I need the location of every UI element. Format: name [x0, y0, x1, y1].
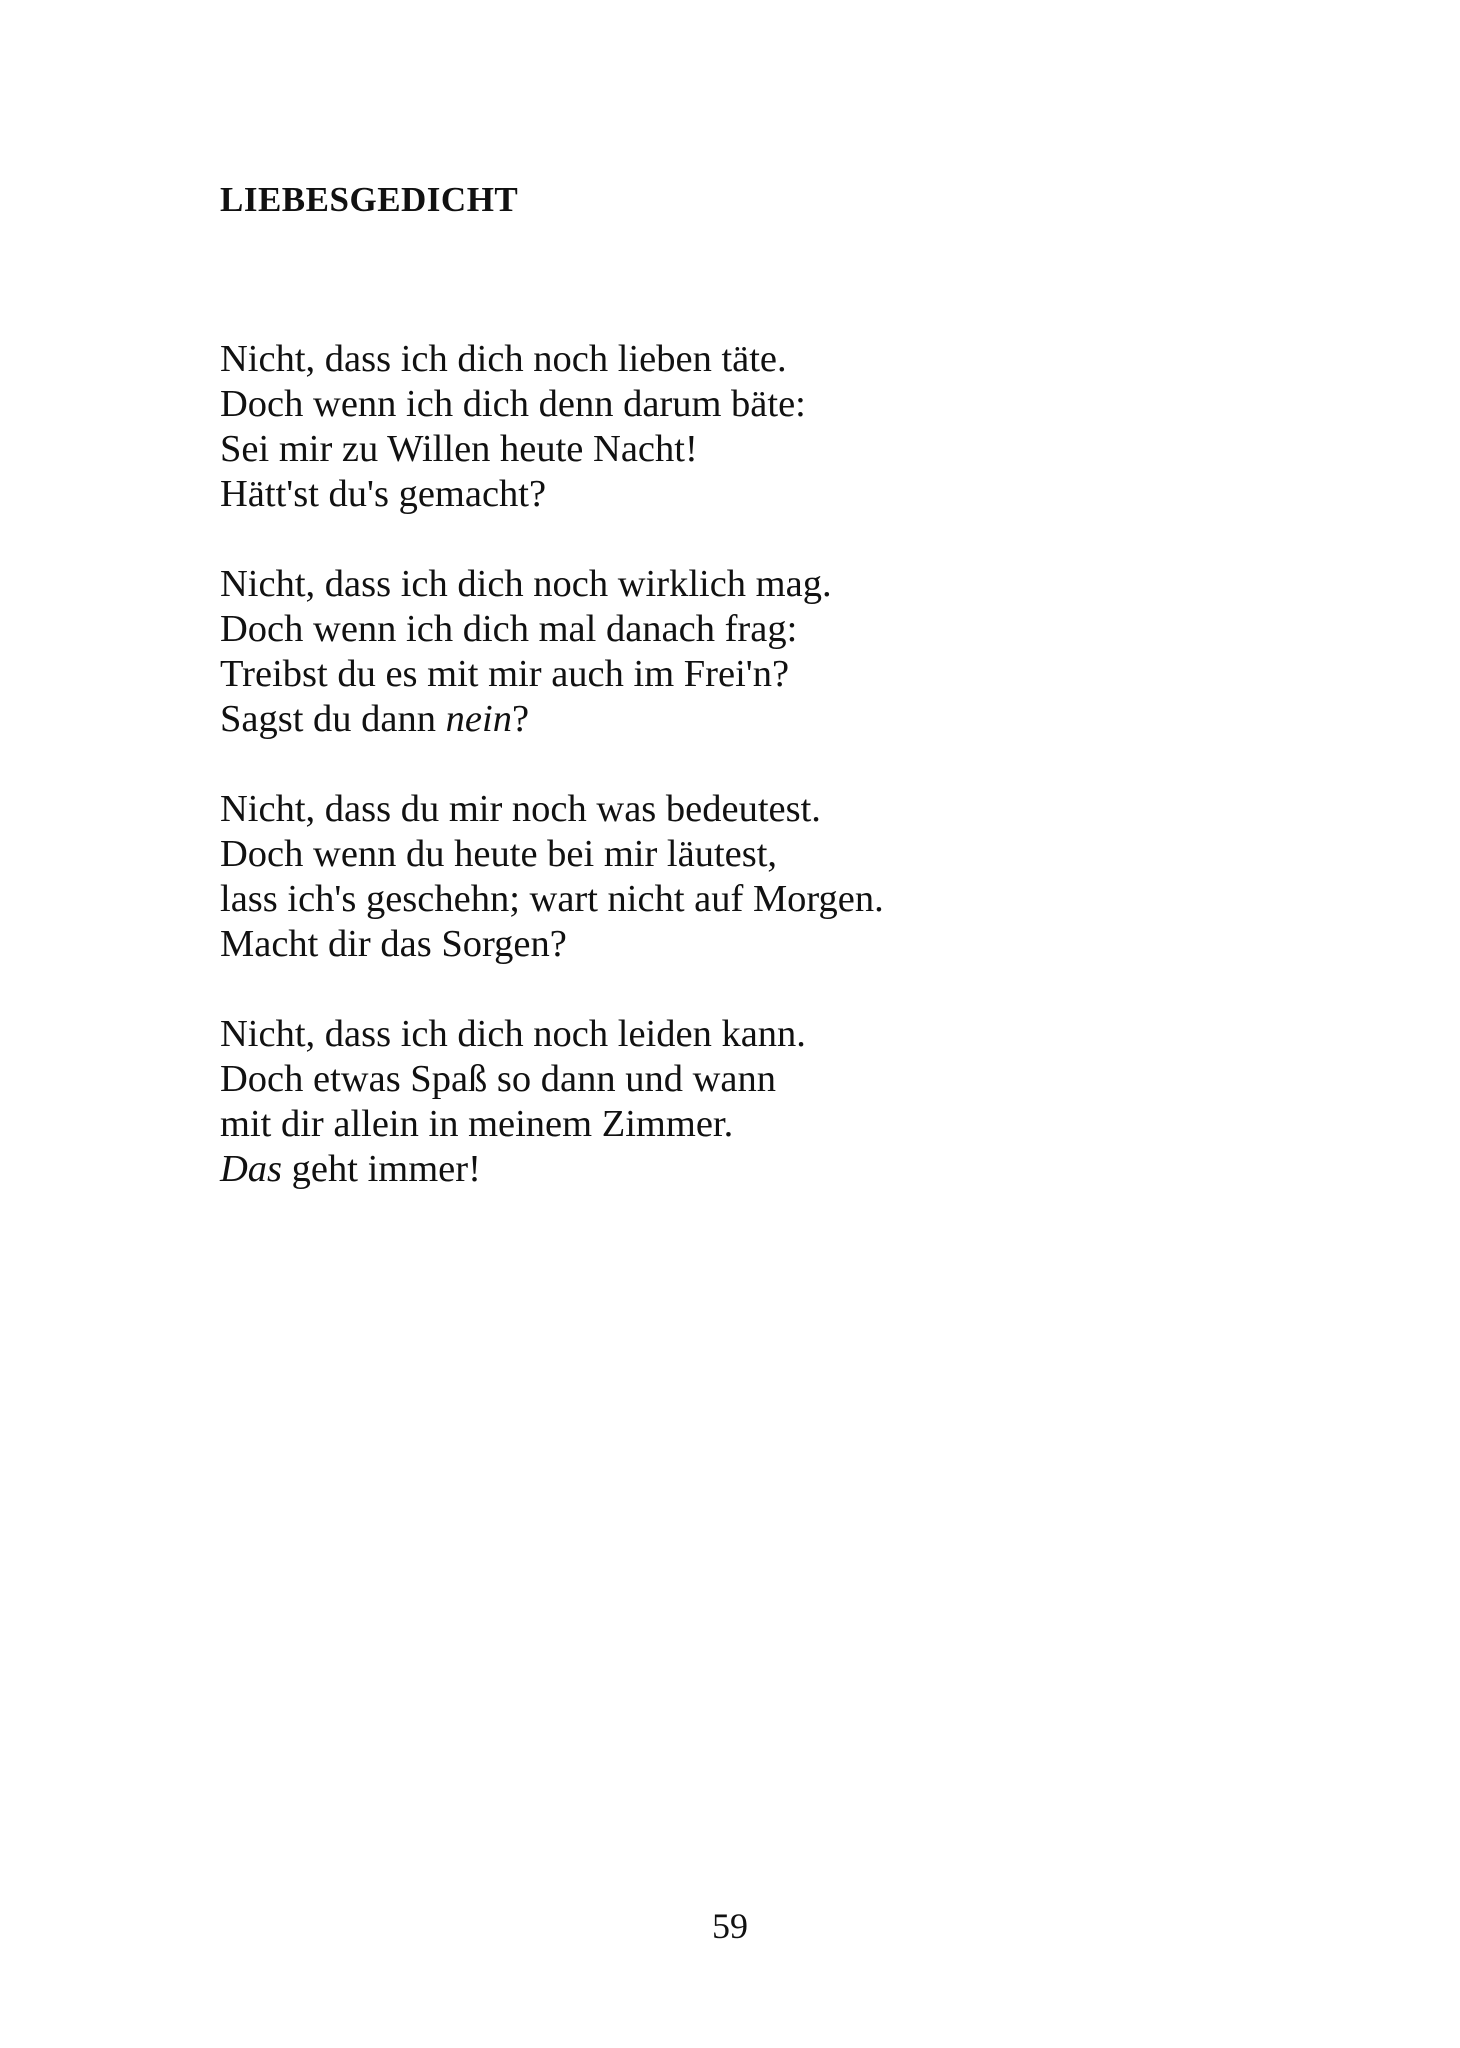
stanza-1 — [220, 337, 1320, 517]
page-number: 59 — [712, 1906, 748, 1946]
poem-line: Nicht, dass ich dich noch lieben täte. — [220, 338, 787, 380]
poem-line: Doch wenn ich dich mal danach frag: — [220, 608, 798, 650]
poem-line: Nicht, dass du mir noch was bedeutest. — [220, 788, 821, 830]
stanza-2 — [220, 562, 1320, 742]
poem-line: Macht dir das Sorgen? — [220, 923, 567, 965]
poem-line: Nicht, dass ich dich noch wirklich mag. — [220, 563, 832, 605]
poem-line: Treibst du es mit mir auch im Frei'n? — [220, 653, 790, 695]
poem-line: Nicht, dass ich dich noch leiden kann. — [220, 1013, 806, 1055]
poem-line: Das geht immer! — [220, 1148, 481, 1190]
stanza-3 — [220, 787, 1320, 967]
poem-line: Sei mir zu Willen heute Nacht! — [220, 428, 698, 470]
poem-line: lass ich's geschehn; wart nicht auf Morgen. — [220, 878, 884, 920]
poem-line: Sagst du dann nein? — [220, 698, 530, 740]
stanza-4 — [220, 1012, 1320, 1192]
poem — [220, 337, 1320, 1237]
poem-line: mit dir allein in meinem Zimmer. — [220, 1103, 734, 1145]
page-title: LIEBESGEDICHT — [220, 180, 519, 219]
poem-line: Doch wenn ich dich denn darum bäte: — [220, 383, 806, 425]
poem-line: Hätt'st du's gemacht? — [220, 473, 547, 515]
emphasized-word: Das — [220, 1148, 283, 1190]
emphasized-word: nein — [445, 698, 512, 740]
poem-line: Doch etwas Spaß so dann und wann — [220, 1058, 777, 1100]
poem-line: Doch wenn du heute bei mir läutest, — [220, 833, 778, 875]
